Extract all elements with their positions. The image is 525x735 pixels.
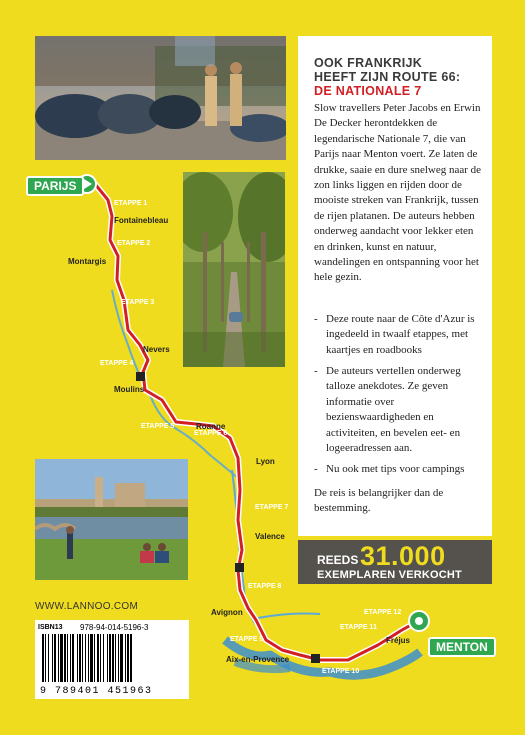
barcode-bar	[52, 634, 53, 682]
stage-8-label: ETAPPE 8	[248, 583, 282, 590]
barcode-bar	[90, 634, 93, 682]
stage-1-label: ETAPPE 1	[114, 200, 148, 207]
barcode-bar	[79, 634, 81, 682]
barcode-bar	[120, 634, 123, 682]
barcode-bar	[115, 634, 116, 682]
bullet-item	[314, 312, 486, 358]
bullet-item	[314, 364, 486, 456]
title-line-2: HEEFT ZIJN ROUTE 66:	[314, 70, 461, 84]
barcode-bar	[107, 634, 108, 682]
barcode-bar	[109, 634, 111, 682]
city-roanne: Roanne	[196, 422, 226, 431]
stage-5-label: ETAPPE 5	[141, 423, 175, 430]
copies-prefix: REEDS	[317, 553, 359, 567]
city-lyon: Lyon	[256, 457, 275, 466]
bullet-text: Nu ook met tips voor campings	[326, 463, 465, 475]
title-line-3: DE NATIONALE 7	[314, 84, 422, 98]
city-moulins: Moulins	[114, 385, 145, 394]
intro-text: Slow travellers Peter Jacobs en Erwin De Decker herontdekken de legendarische Nationale 7, die van Parijs naar Menton voert. Ze laten de drukke, saaie en dure snelweg naar de zon links liggen en rijden door de mooiste streken van Frankrijk, tussen de rijen platanen. De auteurs hebben onderweg aandacht voor lekker eten en drinken, kunst en natuur, wandelingen en ontspanning voor het hele gezin.	[314, 102, 482, 284]
bullet-item	[314, 462, 486, 477]
city-frejus: Fréjus	[386, 636, 411, 645]
bullet-marker: -	[314, 463, 318, 475]
barcode-bar	[72, 634, 74, 682]
bullet-marker: -	[314, 313, 318, 325]
barcode-bar	[94, 634, 95, 682]
barcode-bar	[64, 634, 66, 682]
bullet-marker: -	[314, 365, 318, 377]
stage-11-label: ETAPPE 11	[340, 624, 377, 631]
isbn-prefix: ISBN13	[38, 624, 63, 631]
copies-suffix: EXEMPLAREN VERKOCHT	[317, 569, 462, 581]
copies-number: 31.000	[360, 541, 446, 571]
barcode-bar	[45, 634, 46, 682]
city-nevers: Nevers	[143, 345, 170, 354]
barcode-bar	[54, 634, 56, 682]
barcode-bar	[88, 634, 89, 682]
barcode-bars	[38, 634, 184, 684]
barcode-bar	[130, 634, 132, 682]
barcode-digits: 9 789401 451963	[40, 686, 153, 697]
barcode-bar	[112, 634, 114, 682]
panel-title	[314, 56, 484, 98]
barcode-bar	[42, 634, 44, 682]
city-montargis: Montargis	[68, 257, 107, 266]
isbn-number: 978-94-014-5196-3	[80, 623, 149, 632]
barcode-bar	[77, 634, 78, 682]
barcode-bar	[118, 634, 119, 682]
barcode-bar	[100, 634, 101, 682]
barcode-bar	[97, 634, 99, 682]
city-avignon: Avignon	[211, 608, 243, 617]
barcode-bar	[67, 634, 68, 682]
barcode-bar	[48, 634, 49, 682]
city-aix: Aix-en-Provence	[226, 655, 290, 664]
bullet-text: De auteurs vertellen onderweg talloze anekdotes. Ze geven informatie over bezienswaardigheden en activiteiten, en bevelen eet- en logeeradressen aan.	[326, 365, 461, 455]
publisher-website: WWW.LANNOO.COM	[35, 601, 139, 612]
barcode-bar	[85, 634, 86, 682]
barcode-bar	[125, 634, 126, 682]
barcode-bar	[58, 634, 59, 682]
city-fontainebleau: Fontainebleau	[114, 216, 169, 225]
barcode-bar	[70, 634, 71, 682]
stage-12-label: ETAPPE 12	[364, 609, 402, 616]
stage-2-label: ETAPPE 2	[117, 240, 151, 247]
end-city-label: MENTON	[428, 637, 496, 657]
stage-9-label: ETAPPE 9	[230, 636, 264, 643]
barcode-bar	[82, 634, 83, 682]
barcode-bar	[103, 634, 104, 682]
stage-3-label: ETAPPE 3	[121, 299, 155, 306]
closing-text: De reis is belangrijker dan de bestemming.	[314, 487, 444, 515]
stage-4-label: ETAPPE 4	[100, 360, 134, 367]
city-valence: Valence	[255, 532, 285, 541]
barcode-bar	[127, 634, 129, 682]
bullet-text: Deze route naar de Côte d'Azur is ingedeeld in twaalf etappes, met kaartjes en roadbooks	[326, 313, 475, 356]
stage-10-label: ETAPPE 10	[322, 668, 360, 675]
title-line-1: OOK FRANKRIJK	[314, 56, 423, 70]
stage-7-label: ETAPPE 7	[255, 504, 289, 511]
stage-6-label: ETAPPE 6	[194, 430, 228, 437]
start-city-label: PARIJS	[26, 176, 84, 196]
barcode-bar	[60, 634, 63, 682]
